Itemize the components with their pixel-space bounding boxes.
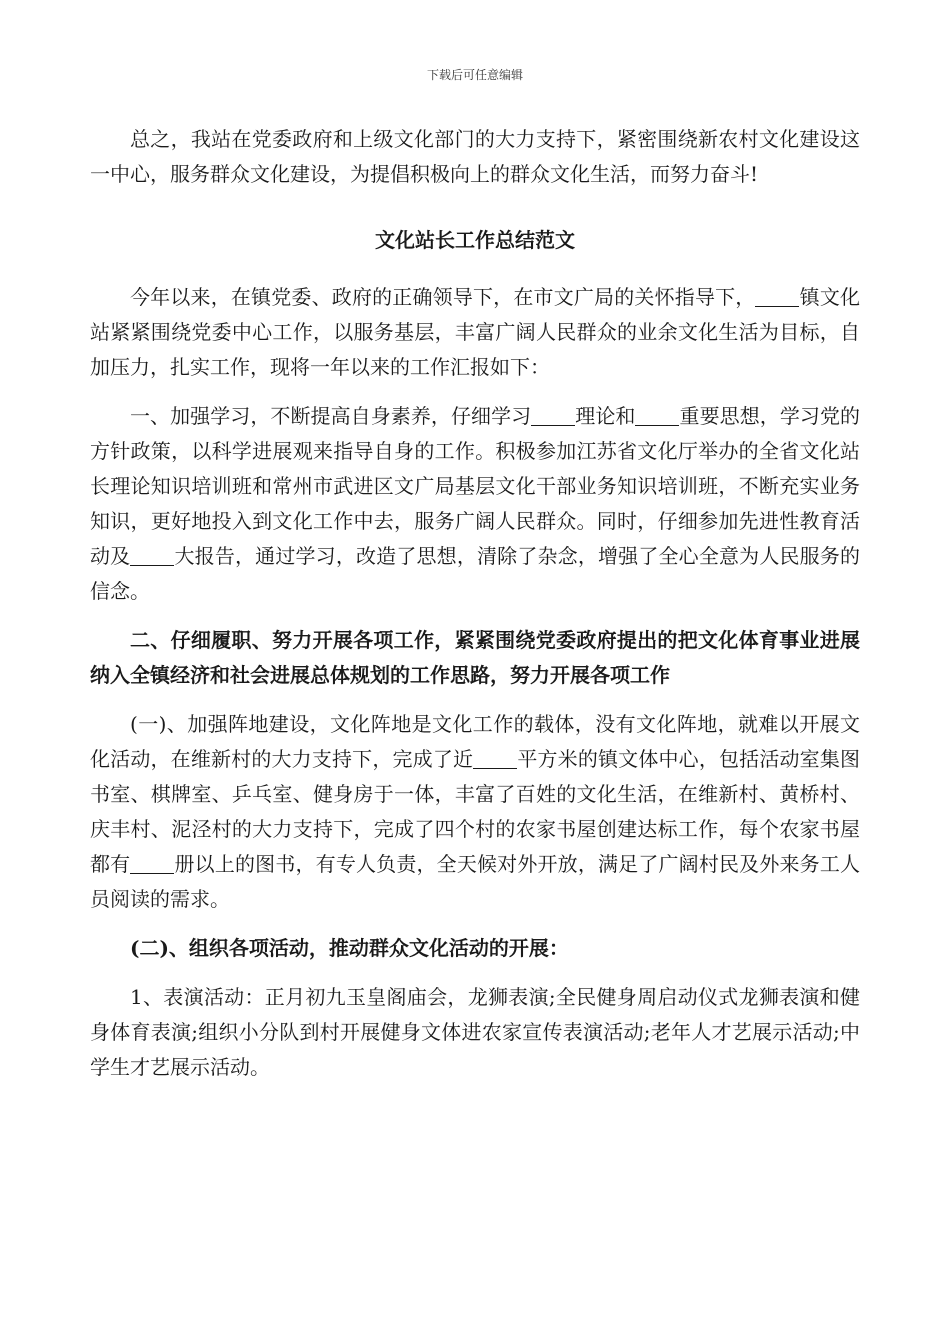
paragraph-opening bbox=[90, 280, 860, 385]
fill-blank bbox=[130, 545, 174, 566]
paragraph-opening-text-2: 镇文化站紧紧围绕党委中心工作，以服务基层，丰富广阔人民群众的业余文化生活为目标，自加压力，扎实工作，现将一年以来的工作汇报如下： bbox=[90, 285, 861, 379]
paragraph-positions-text-2: 平方米的镇文体中心，包括活动室集图书室、棋牌室、乒乓室、健身房于一体，丰富了百姓的文化生活，在维新村、黄桥村、庆丰村、泥泾村的大力支持下，完成了四个村的农家书屋创建达标工作，每个农家书屋都有 bbox=[90, 747, 861, 876]
paragraph-study-text-4: 大报告，通过学习，改造了思想，清除了杂念，增强了全心全意为人民服务的信念。 bbox=[90, 544, 861, 603]
article-title: 文化站长工作总结范文 bbox=[375, 228, 575, 252]
paragraph-performances: 1、表演活动：正月初九玉皇阁庙会，龙狮表演;全民健身周启动仪式龙狮表演和健身体育表演;组织小分队到村开展健身文体进农家宣传表演活动;老年人才艺展示活动;中学生才艺展示活动。 bbox=[90, 985, 860, 1079]
header-note: 下载后可任意编辑 bbox=[426, 68, 523, 82]
fill-blank bbox=[755, 286, 799, 307]
fill-blank bbox=[473, 748, 517, 769]
paragraph-opening-text-1: 今年以来，在镇党委、政府的正确领导下，在市文广局的关怀指导下， bbox=[130, 285, 756, 309]
fill-blank bbox=[635, 405, 679, 426]
paragraph-positions-text-1: (一)、加强阵地建设，文化阵地是文化工作的载体，没有文化阵地，就难以开展文化活动，在维新村的大力支持下，完成了近 bbox=[90, 712, 860, 771]
paragraph-study bbox=[90, 399, 860, 609]
intro-paragraph: 总之，我站在党委政府和上级文化部门的大力支持下，紧密围绕新农村文化建设这一中心，服务群众文化建设，为提倡积极向上的群众文化生活，而努力奋斗! bbox=[90, 127, 860, 186]
fill-blank bbox=[130, 853, 174, 874]
paragraph-positions bbox=[90, 707, 860, 917]
subsection-heading-activities: (二)、组织各项活动，推动群众文化活动的开展： bbox=[130, 936, 569, 960]
section-heading-two: 二、仔细履职、努力开展各项工作，紧紧围绕党委政府提出的把文化体育事业进展纳入全镇经济和社会进展总体规划的工作思路，努力开展各项工作 bbox=[90, 628, 860, 687]
paragraph-study-text-2: 理论和 bbox=[575, 404, 636, 428]
fill-blank bbox=[531, 405, 575, 426]
paragraph-study-text-3: 重要思想，学习党的方针政策，以科学进展观来指导自身的工作。积极参加江苏省文化厅举办的全省文化站长理论知识培训班和常州市武进区文广局基层文化干部业务知识培训班，不断充实业务知识，更好地投入到文化工作中去，服务广阔人民群众。同时，仔细参加先进性教育活动及 bbox=[90, 404, 861, 568]
document-body bbox=[90, 122, 860, 1085]
paragraph-positions-text-3: 册以上的图书，有专人负责，全天候对外开放，满足了广阔村民及外来务工人员阅读的需求。 bbox=[90, 852, 861, 911]
paragraph-study-text-1: 一、加强学习，不断提高自身素养，仔细学习 bbox=[130, 404, 532, 428]
